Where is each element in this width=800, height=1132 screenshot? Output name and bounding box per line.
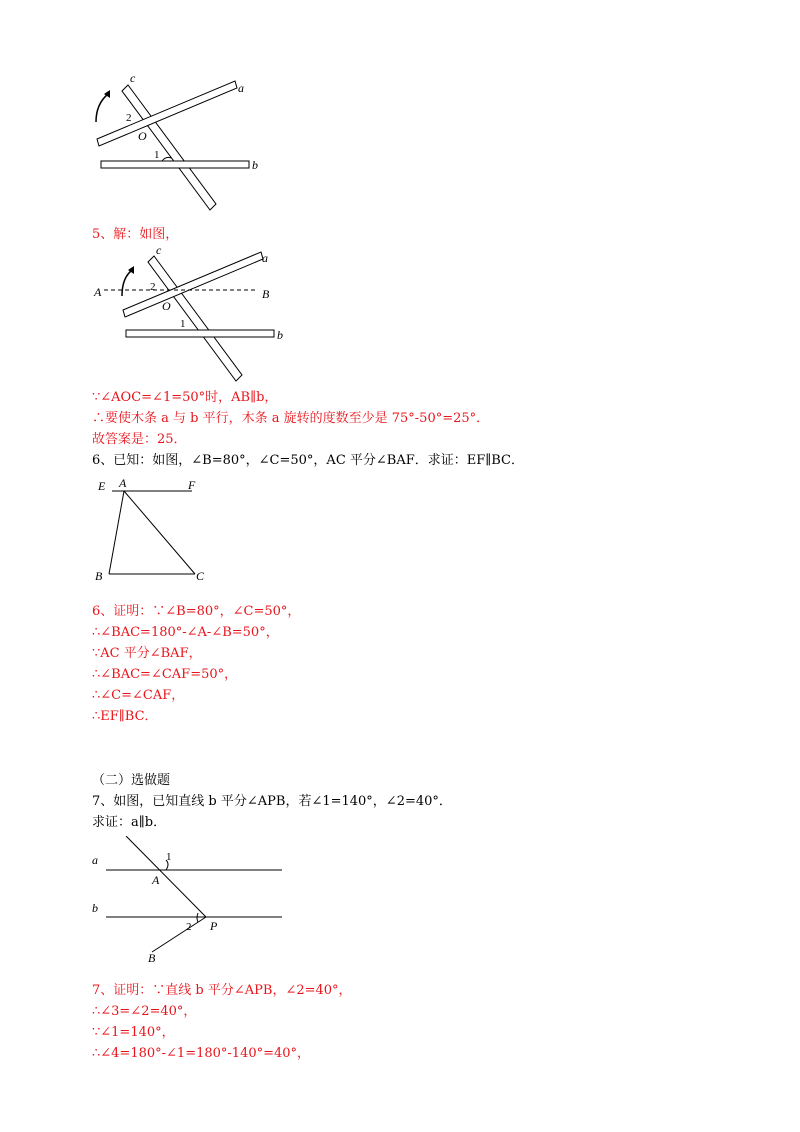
q7-proof-line: ∴∠3=∠2=40°，	[92, 1004, 197, 1019]
q5-heading: 5、解：如图，	[92, 227, 179, 242]
label-A: A	[94, 285, 102, 299]
q6-proof-line: ∴∠BAC=180°-∠A-∠B=50°，	[92, 625, 279, 640]
label-2: 2	[126, 112, 132, 124]
q5-line3: 故答案是：25．	[92, 432, 187, 447]
label-B: B	[262, 287, 270, 301]
label-A: A	[119, 476, 127, 490]
figure-q7	[90, 836, 290, 966]
q7-proof-line: ∵∠1=140°，	[92, 1025, 175, 1040]
label-1: 1	[154, 149, 160, 161]
q6-proof-line: ∴∠BAC=∠CAF=50°，	[92, 667, 238, 682]
label-o: O	[138, 129, 147, 143]
side-ab	[109, 491, 124, 574]
side-ac	[124, 491, 195, 574]
figure-q6-triangle	[92, 474, 222, 586]
q6-proof-line: ∵AC 平分∠BAF，	[92, 646, 202, 661]
label-2: 2	[186, 921, 192, 933]
label-B: B	[148, 951, 156, 965]
ray-pb	[152, 917, 206, 952]
stick-a	[123, 252, 263, 317]
label-b: b	[277, 328, 283, 342]
label-a: a	[92, 853, 98, 867]
rotation-arrow	[96, 94, 108, 122]
ray-pa	[126, 836, 206, 917]
label-a: a	[262, 251, 268, 265]
q7-proof-line: ∴∠4=180°-∠1=180°-140°=40°，	[92, 1046, 311, 1061]
label-B: B	[95, 569, 103, 583]
label-o: O	[162, 299, 171, 313]
label-a: a	[238, 81, 244, 95]
label-b: b	[92, 901, 98, 915]
stick-b	[101, 161, 249, 168]
stick-c	[148, 256, 242, 381]
label-c: c	[130, 72, 136, 85]
q7-prove: 求证：a∥b．	[92, 815, 167, 830]
section-optional-heading: （二）选做题	[92, 773, 171, 788]
label-A: A	[152, 873, 160, 887]
stick-b	[126, 330, 274, 337]
label-P: P	[210, 919, 218, 933]
q6-question: 6、已知：如图，∠B=80°，∠C=50°，AC 平分∠BAF．求证：EF∥BC．	[92, 453, 525, 468]
q6-proof-line: ∴∠C=∠CAF，	[92, 688, 185, 703]
label-1: 1	[166, 851, 172, 863]
q5-line2: ∴要使木条 a 与 b 平行，木条 a 旋转的度数至少是 75°-50°=25°．	[92, 411, 490, 426]
label-2: 2	[150, 281, 156, 293]
q6-proof-line: ∴EF∥BC．	[92, 709, 158, 724]
q7-proof-line: 7、证明：∵直线 b 平分∠APB，∠2=40°，	[92, 983, 352, 998]
stick-c	[122, 85, 216, 210]
q5-line1: ∵∠AOC=∠1=50°时，AB∥b，	[92, 390, 278, 405]
label-c: c	[156, 244, 162, 257]
label-b: b	[252, 158, 258, 172]
label-1: 1	[180, 318, 186, 330]
angle-1-arc	[162, 157, 171, 161]
stick-a	[97, 81, 237, 146]
label-F: F	[188, 478, 196, 492]
figure-rotating-sticks	[88, 72, 288, 222]
rotation-arrow	[122, 270, 132, 296]
q6-proof-line: 6、证明：∵∠B=80°，∠C=50°，	[92, 604, 301, 619]
label-E: E	[98, 479, 106, 493]
q7-question: 7、如图，已知直线 b 平分∠APB，若∠1=140°，∠2=40°．	[92, 794, 452, 809]
figure-q5	[90, 244, 300, 384]
label-C: C	[196, 569, 205, 583]
